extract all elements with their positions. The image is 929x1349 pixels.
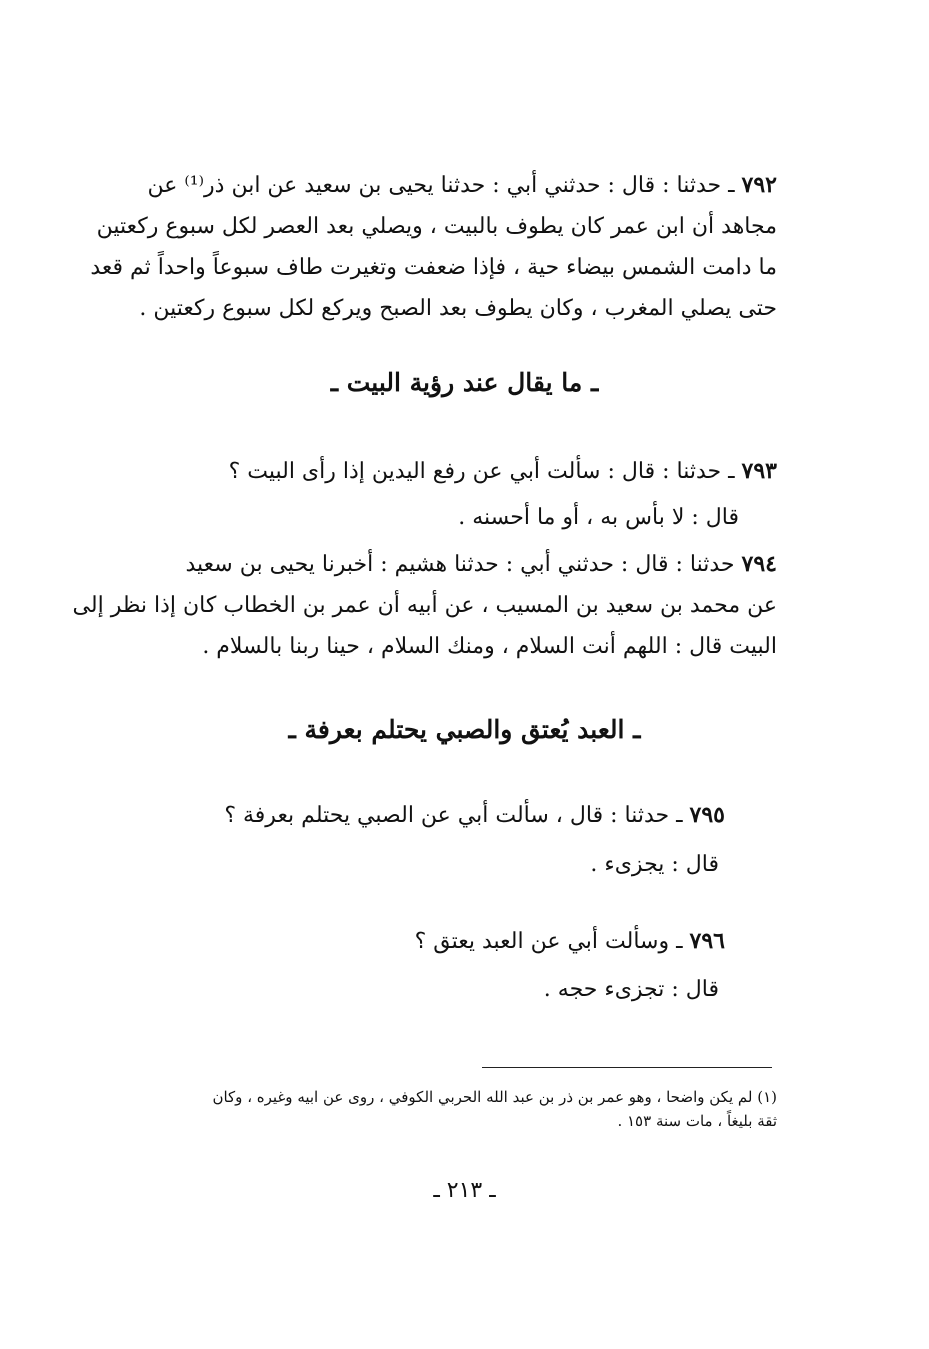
page-number: ـ ٢١٣ ـ	[433, 1178, 496, 1203]
hadith-794-line-2: عن محمد بن سعيد بن المسيب ، عن أبيه أن عمر بن الخطاب كان إذا نظر إلى	[72, 593, 777, 618]
hadith-792-line-3: ما دامت الشمس بيضاء حية ، فإذا ضعفت وتغيرت طاف سبوعاً واحداً ثم قعد	[90, 255, 777, 280]
section-heading-1: ـ ما يقال عند رؤية البيت ـ	[330, 368, 599, 397]
hadith-794-number: ٧٩٤	[741, 551, 777, 577]
hadith-793-number: ٧٩٣	[741, 458, 777, 484]
hadith-793-answer: قال : لا بأس به ، أو ما أحسنه .	[458, 505, 739, 530]
hadith-794-line-1	[186, 549, 778, 580]
hadith-792-line-1	[148, 170, 777, 201]
footnote-line-1: (١) لم يكن واضحا ، وهو عمر بن ذر بن عبد الله الحربي الكوفي ، روى عن ابيه وغيره ، وكان	[212, 1088, 777, 1106]
hadith-793-question	[229, 456, 777, 487]
hadith-794-line-3: البيت قال : اللهم أنت السلام ، ومنك السلام ، حينا ربنا بالسلام .	[202, 634, 777, 659]
hadith-793-question-text: ـ حدثنا : قال : سألت أبي عن رفع اليدين إذا رأى البيت ؟	[228, 459, 735, 484]
section-heading-2: ـ العبد يُعتق والصبي يحتلم بعرفة ـ	[288, 715, 641, 744]
footnote-separator	[482, 1067, 772, 1068]
hadith-794-text-1: حدثنا : قال : حدثني أبي : حدثنا هشيم : أخبرنا يحيى بن سعيد	[185, 552, 735, 577]
footnote-line-2: ثقة بليغاً ، مات سنة ١٥٣ .	[617, 1112, 777, 1130]
hadith-796-answer: قال : تجزىء حجه .	[543, 977, 719, 1002]
hadith-792-text-1: ـ حدثنا : قال : حدثني أبي : حدثنا يحيى بن سعيد عن ابن ذر⁽¹⁾ عن	[147, 173, 735, 198]
hadith-792-line-2: مجاهد أن ابن عمر كان يطوف بالبيت ، ويصلي بعد العصر لكل سبوع ركعتين	[96, 214, 777, 239]
hadith-795-question	[224, 800, 725, 831]
hadith-796-question-text: ـ وسألت أبي عن العبد يعتق ؟	[414, 929, 683, 954]
hadith-792-line-4: حتى يصلي المغرب ، وكان يطوف بعد الصبح ويركع لكل سبوع ركعتين .	[139, 296, 777, 321]
hadith-795-number: ٧٩٥	[689, 802, 725, 828]
hadith-796-number: ٧٩٦	[689, 928, 725, 954]
hadith-795-answer: قال : يجزىء .	[590, 852, 719, 877]
hadith-792-number: ٧٩٢	[741, 172, 777, 198]
hadith-796-question	[415, 926, 725, 957]
hadith-795-question-text: ـ حدثنا : قال ، سألت أبي عن الصبي يحتلم بعرفة ؟	[224, 803, 683, 828]
